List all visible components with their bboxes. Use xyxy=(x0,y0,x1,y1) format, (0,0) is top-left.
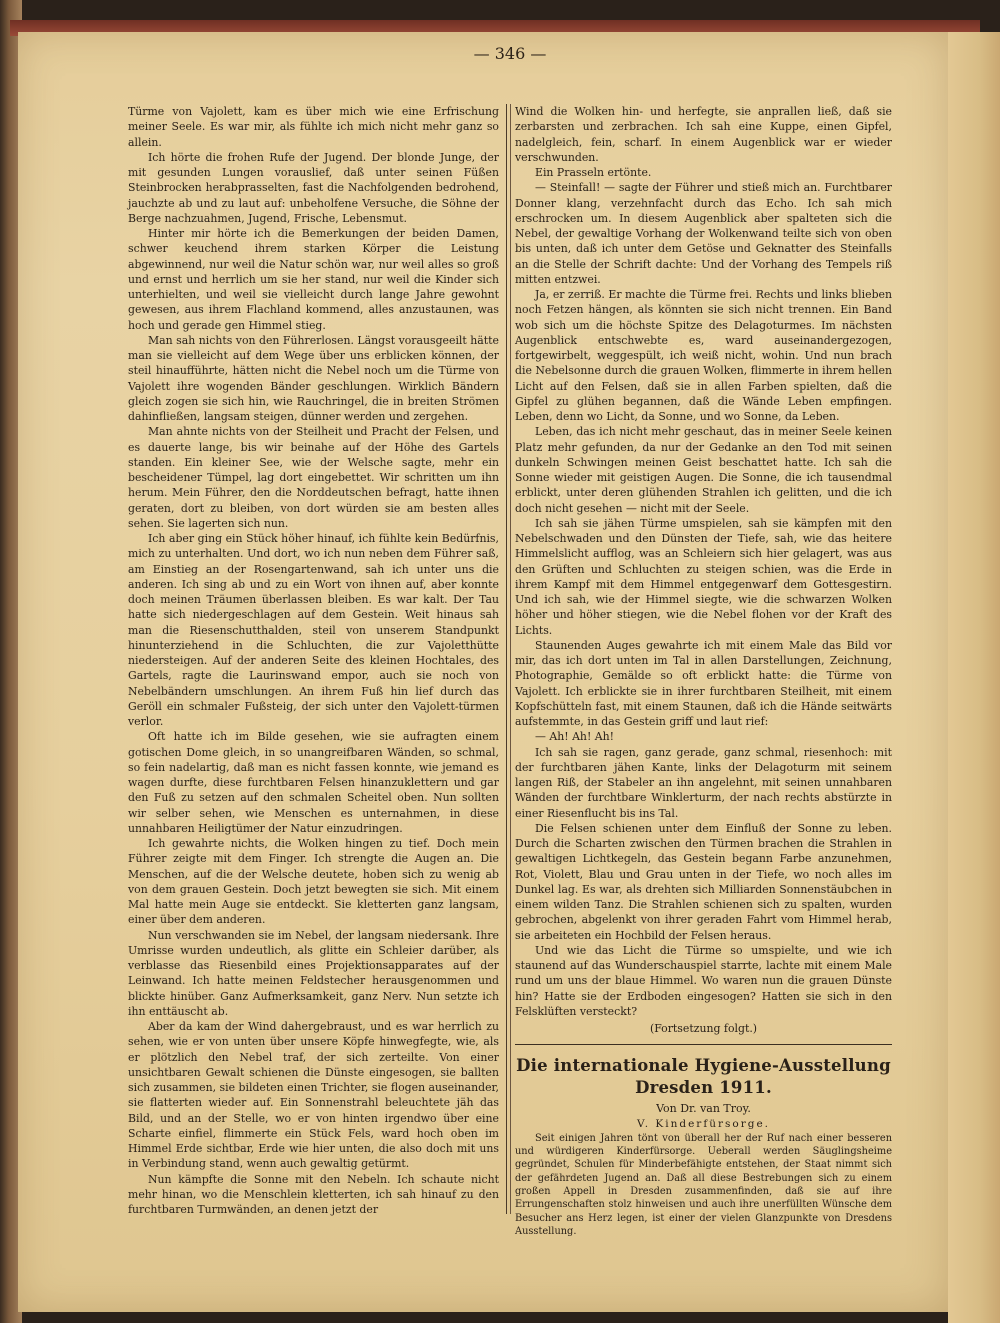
article-body: Seit einigen Jahren tönt von überall her der Ruf nach einer besseren und würdigeren Kinderfürsorge. Ueberall werden Säuglingsheime gegründet, Schulen für Minderbefähigte entstehen, der Staat nimmt sich der gefährdeten Jugend an. Daß all diese Bestrebungen sich zu einem großen Appell in Dresden zusammenfinden, daß sie auf ihre Errungenschaften stolz hinweisen und auch ihre unerfüllten Wünsche dem Besucher ans Herz legen, ist einer der vielen Glanzpunkte von Dresdens Ausstellung. xyxy=(515,1132,892,1237)
paragraph: Und wie das Licht die Türme so umspielte, und wie ich staunend auf das Wunderschauspiel starrte, lachte mit einem Male rund um uns der blaue Himmel. Wo waren nun die grauen Dünste hin? Hatte sie der Erdboden eingesogen? Hatten sie sich in den Felsklüften versteckt? xyxy=(515,943,892,1018)
paragraph: Ich hörte die frohen Rufe der Jugend. Der blonde Junge, der mit gesunden Lungen vorauslief, daß unter seinen Füßen Steinbrocken herabprasselten, fast die Nachfolgenden bedrohend, jauchzte ab und zu laut auf: unbeholfene Versuche, die Söhne der Berge nachzuahmen, Jugend, Frische, Lebensmut. xyxy=(128,150,499,225)
paragraph: Man ahnte nichts von der Steilheit und Pracht der Felsen, und es dauerte lange, bis wir beinahe auf der Höhe des Gartels standen. Ein kleiner See, wie der Welsche sagte, mehr ein bescheidener Tümpel, lag dort eingebettet. Wir schritten um ihn herum. Mein Führer, den die Norddeutschen befragt, hatte ihnen geraten, dort zu bleiben, von dort würden sie am besten alles sehen. Sie lagerten sich nun. xyxy=(128,425,499,530)
paragraph: Hinter mir hörte ich die Bemerkungen der beiden Damen, schwer keuchend ihrem starken Körper die Leistung abgewinnend, nur weil die Natur schön war, nur weil alles so groß und ernst und herrlich um sie her stand, nur weil die Kinder sich unterhielten, und weil sie vielleicht durch lange Jahre gewohnt gewesen, aus ihrem Flachland kommend, alles anzustaunen, was hoch und gerade gen Himmel stieg. xyxy=(128,227,499,332)
paragraph: Türme von Vajolett, kam es über mich wie eine Erfrischung meiner Seele. Es war mir, als fühlte ich mich nicht mehr ganz so allein. xyxy=(128,105,499,149)
article-headline: Die internationale Hygiene-Ausstellung Dresden 1911. xyxy=(516,1056,891,1098)
paragraph: Staunenden Auges gewahrte ich mit einem Male das Bild vor mir, das ich dort unten im Tal in allen Darstellungen, Zeichnung, Photographie, Gemälde so oft erblickt hatte: die Türme von Vajolett. Ich erblickte sie in ihrer furchtbaren Steilheit, mit einem Kopfschütteln fast, mit einem Staunen, daß ich die Hände seitwärts aufstemmte, in das Gestein griff und laut rief: xyxy=(515,638,892,728)
paragraph: Ich sah sie jähen Türme umspielen, sah sie kämpfen mit den Nebelschwaden und den Dünsten der Tiefe, sah, wie das heitere Himmelslicht aufflog, was an Schleiern sich hier gelagert, was aus den Grüften und Schluchten zu steigen schien, was die Erde in ihrem Kampf mit dem Himmel entgegenwarf dem Gottesgestirn. Und ich sah, wie der Himmel siegte, wie die schwarzen Wolken höher und höher stiegen, wie die Nebel flohen vor der Kraft des Lichts. xyxy=(515,516,892,637)
paragraph: Ich sah sie ragen, ganz gerade, ganz schmal, riesenhoch: mit der furchtbaren jähen Kante, links der Delagoturm mit seinem langen Riß, der Stabeler an ihn angelehnt, mit seinen unnahbaren Wänden der furchtbare Winklerturm, der nach rechts abstürzte in einer Riesenflucht bis ins Tal. xyxy=(515,745,892,820)
paragraph: Aber da kam der Wind dahergebraust, und es war herrlich zu sehen, wie er von unten über unsere Köpfe hinwegfegte, wie, als er plötzlich den Nebel traf, der sich zerteilte. Von einer unsichtbaren Gewalt schienen die Dünste eingesogen, sie ballten sich zusammen, sie bildeten einen Trichter, sie flogen auseinander, sie flatterten wieder auf. Ein Sonnenstrahl beleuchtete jäh das Bild, und an der Stelle, wo er von hinten irgendwo über eine Scharte einfiel, flimmerte ein Stück Fels, ward hoch oben im Himmel Erde sichtbar, Erde wie hier unten, die also doch mit uns in Verbindung stand, wenn auch gewaltig getürmt. xyxy=(128,1020,499,1171)
paragraph: Nun kämpfte die Sonne mit den Nebeln. Ich schaute nicht mehr hinan, wo die Menschlein kletterten, ich sah hinauf zu den furchtbaren Turmwänden, an denen jetzt der xyxy=(128,1172,499,1216)
paragraph: — Ah! Ah! Ah! xyxy=(535,730,615,744)
paragraph: Ich gewahrte nichts, die Wolken hingen zu tief. Doch mein Führer zeigte mit dem Finger. Ich strengte die Augen an. Die Menschen, auf die der Welsche deutete, hoben sich zu wenig ab von dem grauen Gestein. Doch jetzt bewegten sie sich. Mit einem Mal hatte mein Auge sie entdeckt. Sie kletterten ganz langsam, einer über dem anderen. xyxy=(128,837,499,927)
section-rule xyxy=(515,1044,892,1045)
paragraph: Oft hatte ich im Bilde gesehen, wie sie aufragten einem gotischen Dome gleich, in so unangreifbaren Wänden, so schmal, so fein nadelartig, daß man es nicht fassen konnte, wie jemand es wagen durfte, diese furchtbaren Felsen hinanzuklettern und gar den Fuß zu setzen auf den schmalen Scheitel oben. Nun sollten wir selber sehen, wie Menschen es unternahmen, in diese unnahbaren Heiligtümer der Natur einzudringen. xyxy=(128,730,499,835)
page-number: — 346 — xyxy=(473,44,547,63)
paragraph: — Steinfall! — sagte der Führer und stieß mich an. Furchtbarer Donner klang, verzehnfacht durch das Echo. Ich sah mich erschrocken um. In diesem Augenblick aber spalteten sich die Nebel, der gewaltige Vorhang der Wolkenwand teilte sich von oben bis unten, daß ich unter dem Getöse und Geknatter des Steinfalls an die Stelle der Schrift dachte: Und der Vorhang des Tempels riß mitten entzwei. xyxy=(515,181,892,286)
paragraph: Man sah nichts von den Führerlosen. Längst vorausgeeilt hätte man sie vielleicht auf dem Wege über uns erblicken können, der steil hinaufführte, hätten nicht die Nebel noch um die Türme von Vajolett ihre wogenden Bänder geschlungen. Wirklich Bändern gleich zogen sie sich hin, wie Rauchringel, die in breiten Strömen dahinfließen, langsam steigen, dünner werden und zergehen. xyxy=(128,333,499,423)
paragraph: Ja, er zerriß. Er machte die Türme frei. Rechts und links blieben noch Fetzen hängen, als könnten sie sich nicht trennen. Ein Band wob sich um die höchste Spitze des Delagoturmes. Im nächsten Augenblick entschwebte es, ward auseinandergezogen, fortgewirbelt, weggespült, ich weiß nicht, wohin. Und nun brach die Nebelsonne durch die grauen Wolken, flimmerte in ihrem hellen Licht auf den Felsen, daß sie in allen Farben spielten, daß die Gipfel zu glühen begannen, daß die Wände Leben empfingen. Leben, denn wo Licht, da Sonne, und wo Sonne, da Leben. xyxy=(515,288,892,423)
column-divider xyxy=(510,104,511,1214)
left-column xyxy=(128,104,499,1217)
paragraph: Nun verschwanden sie im Nebel, der langsam niedersank. Ihre Umrisse wurden undeutlich, als glitte ein Schleier darüber, als verblasse das Riesenbild eines Projektionsapparates auf der Leinwand. Ich hatte meinen Feldstecher herausgenommen und blickte hinüber. Ganz Aufmerksamkeit, ganz Nerv. Nun setzte ich ihn enttäuscht ab. xyxy=(128,928,499,1018)
page-edge xyxy=(948,32,1000,1323)
paragraph: Ein Prasseln ertönte. xyxy=(535,166,652,179)
article-author: Von Dr. van Troy. xyxy=(656,1102,751,1116)
column-divider xyxy=(506,104,507,1214)
article-section: V. Kinderfürsorge. xyxy=(636,1117,770,1130)
paragraph: Ich aber ging ein Stück höher hinauf, ich fühlte kein Bedürfnis, mich zu unterhalten. Und dort, wo ich nun neben dem Führer saß, am Einstieg an der Rosengartenwand, sah ich unter uns die anderen. Ich sing ab und zu ein Wort von ihnen auf, aber konnte doch meinen Träumen überlassen bleiben. Es war kalt. Der Tau hatte sich niedergeschlagen auf dem Gestein. Weit hinaus sah man die Riesenschutthalden, steil von unserem Standpunkt hinunterziehend in die Schluchten, die zur Vajoletthütte niedersteigen. Auf der anderen Seite des kleinen Hochtales, des Gartels, ragte die Laurinswand empor, auch sie noch von Nebelbändern umschlungen. An ihrem Fuß hin lief durch das Geröll ein schmaler Fußsteig, der sich unter den Vajolett-türmen verlor. xyxy=(128,532,499,728)
paragraph: Wind die Wolken hin- und herfegte, sie anprallen ließ, daß sie zerbarsten und zerbrachen. Ich sah eine Kuppe, einen Gipfel, nadelgleich, fein, scharf. In einem Augenblick war er wieder verschwunden. xyxy=(515,105,892,164)
paragraph: Die Felsen schienen unter dem Einfluß der Sonne zu leben. Durch die Scharten zwischen den Türmen brachen die Strahlen in gewaltigen Lichtkegeln, das Gestein begann Farbe anzunehmen, Rot, Violett, Blau und Grau unten in der Tiefe, wo noch alles im Dunkel lag. Es war, als drehten sich Milliarden Sonnenstäubchen in einem wilden Tanz. Die Strahlen schienen sich zu spalten, wurden gebrochen, abgelenkt von ihrer geraden Fahrt vom Himmel herab, sie arbeiteten ein Hochbild der Felsen heraus. xyxy=(515,821,892,942)
paragraph: Leben, das ich nicht mehr geschaut, das in meiner Seele keinen Platz mehr gefunden, da nur der Gedanke an den Tod mit seinen dunkeln Schwingen meinen Geist beschattet hatte. Ich sah die Sonne wieder mit geistigen Augen. Die Sonne, die ich tausendmal erblickt, unter deren glühenden Strahlen ich gelitten, und die ich doch nicht gesehen — nicht mit der Seele. xyxy=(515,425,892,515)
right-column xyxy=(515,104,892,1238)
continuation-note: (Fortsetzung folgt.) xyxy=(649,1022,758,1035)
